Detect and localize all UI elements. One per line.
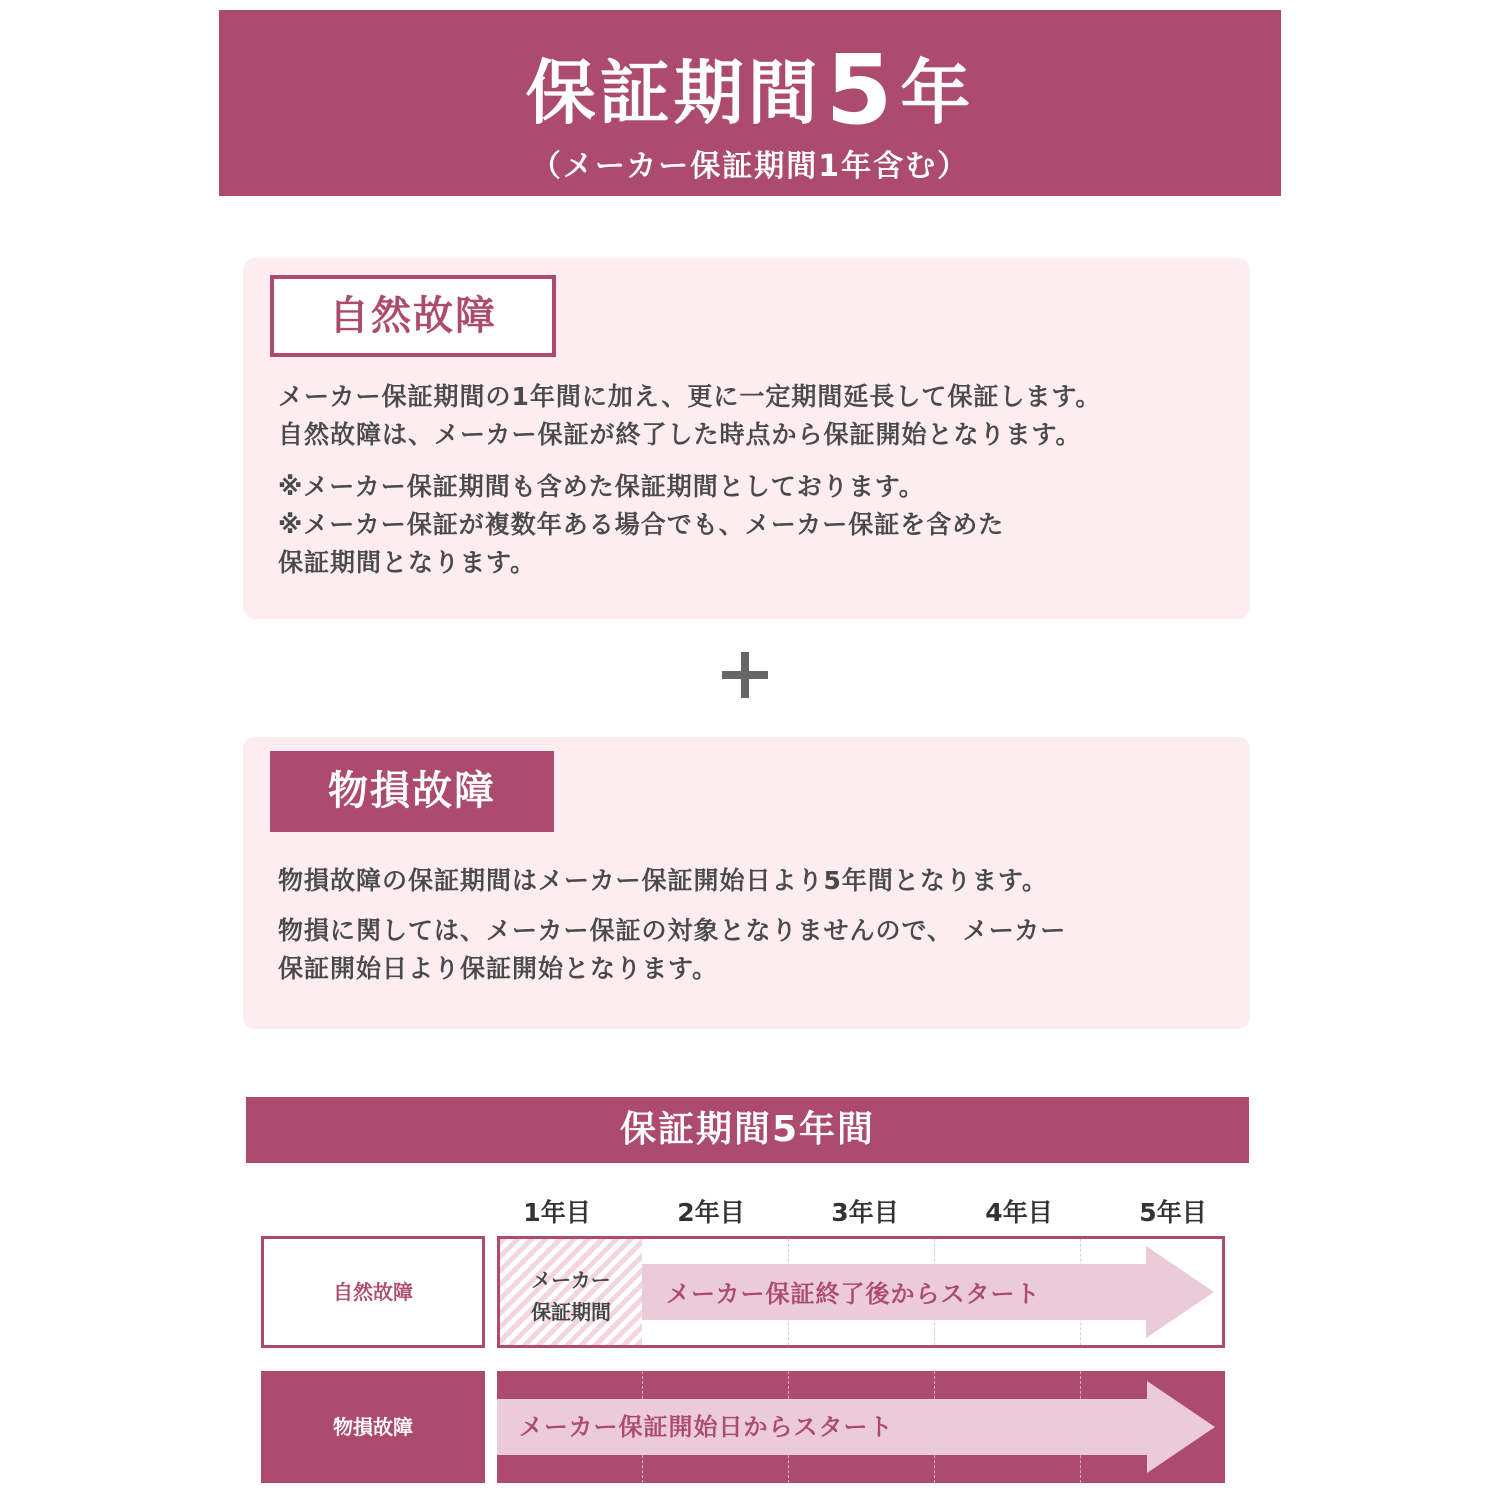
banner-title-suffix: 年: [900, 52, 975, 134]
natural-note-line: 保証期間となります。: [278, 548, 537, 577]
maker-warranty-label: [500, 1264, 642, 1328]
damage-text-line: 保証開始日より保証開始となります。: [278, 954, 719, 983]
timeline-row-damage-label: 物損故障: [261, 1371, 485, 1483]
damage-text-line: 物損故障の保証期間はメーカー保証開始日より5年間となります。: [278, 866, 1048, 895]
banner-subtitle: （メーカー保証期間1年含む）: [530, 149, 970, 184]
year-label-5: 5年目: [1139, 1198, 1207, 1227]
timeline-row-natural-label: 自然故障: [261, 1236, 485, 1348]
banner-title: [219, 34, 1281, 146]
natural-arrow-text: メーカー保証終了後からスタート: [666, 1280, 1041, 1308]
maker-warranty-line1: メーカー: [531, 1268, 611, 1292]
timeline-title: 保証期間5年間: [246, 1097, 1249, 1163]
year-label-3: 3年目: [831, 1198, 899, 1227]
plus-icon-vertical: [741, 652, 749, 698]
damage-arrow-text: メーカー保証開始日からスタート: [519, 1413, 894, 1441]
natural-note-line: ※メーカー保証期間も含めた保証期間としております。: [278, 472, 925, 501]
banner-title-prefix: 保証期間: [525, 52, 822, 134]
maker-warranty-line2: 保証期間: [531, 1300, 611, 1324]
year-label-4: 4年目: [985, 1198, 1053, 1227]
year-label-2: 2年目: [677, 1198, 745, 1227]
natural-note-line: ※メーカー保証が複数年ある場合でも、メーカー保証を含めた: [278, 510, 1005, 539]
warranty-banner: [219, 10, 1281, 196]
damage-failure-label: 物損故障: [270, 751, 554, 832]
damage-text-line: 物損に関しては、メーカー保証の対象となりませんので、 メーカー: [278, 916, 1067, 945]
natural-text-line: 自然故障は、メーカー保証が終了した時点から保証開始となります。: [278, 420, 1082, 449]
natural-failure-label: 自然故障: [270, 275, 556, 357]
natural-text-line: メーカー保証期間の1年間に加え、更に一定期間延長して保証します。: [278, 382, 1102, 411]
year-label-1: 1年目: [523, 1198, 591, 1227]
banner-title-number: 5: [825, 34, 897, 146]
plus-icon: [722, 652, 768, 698]
